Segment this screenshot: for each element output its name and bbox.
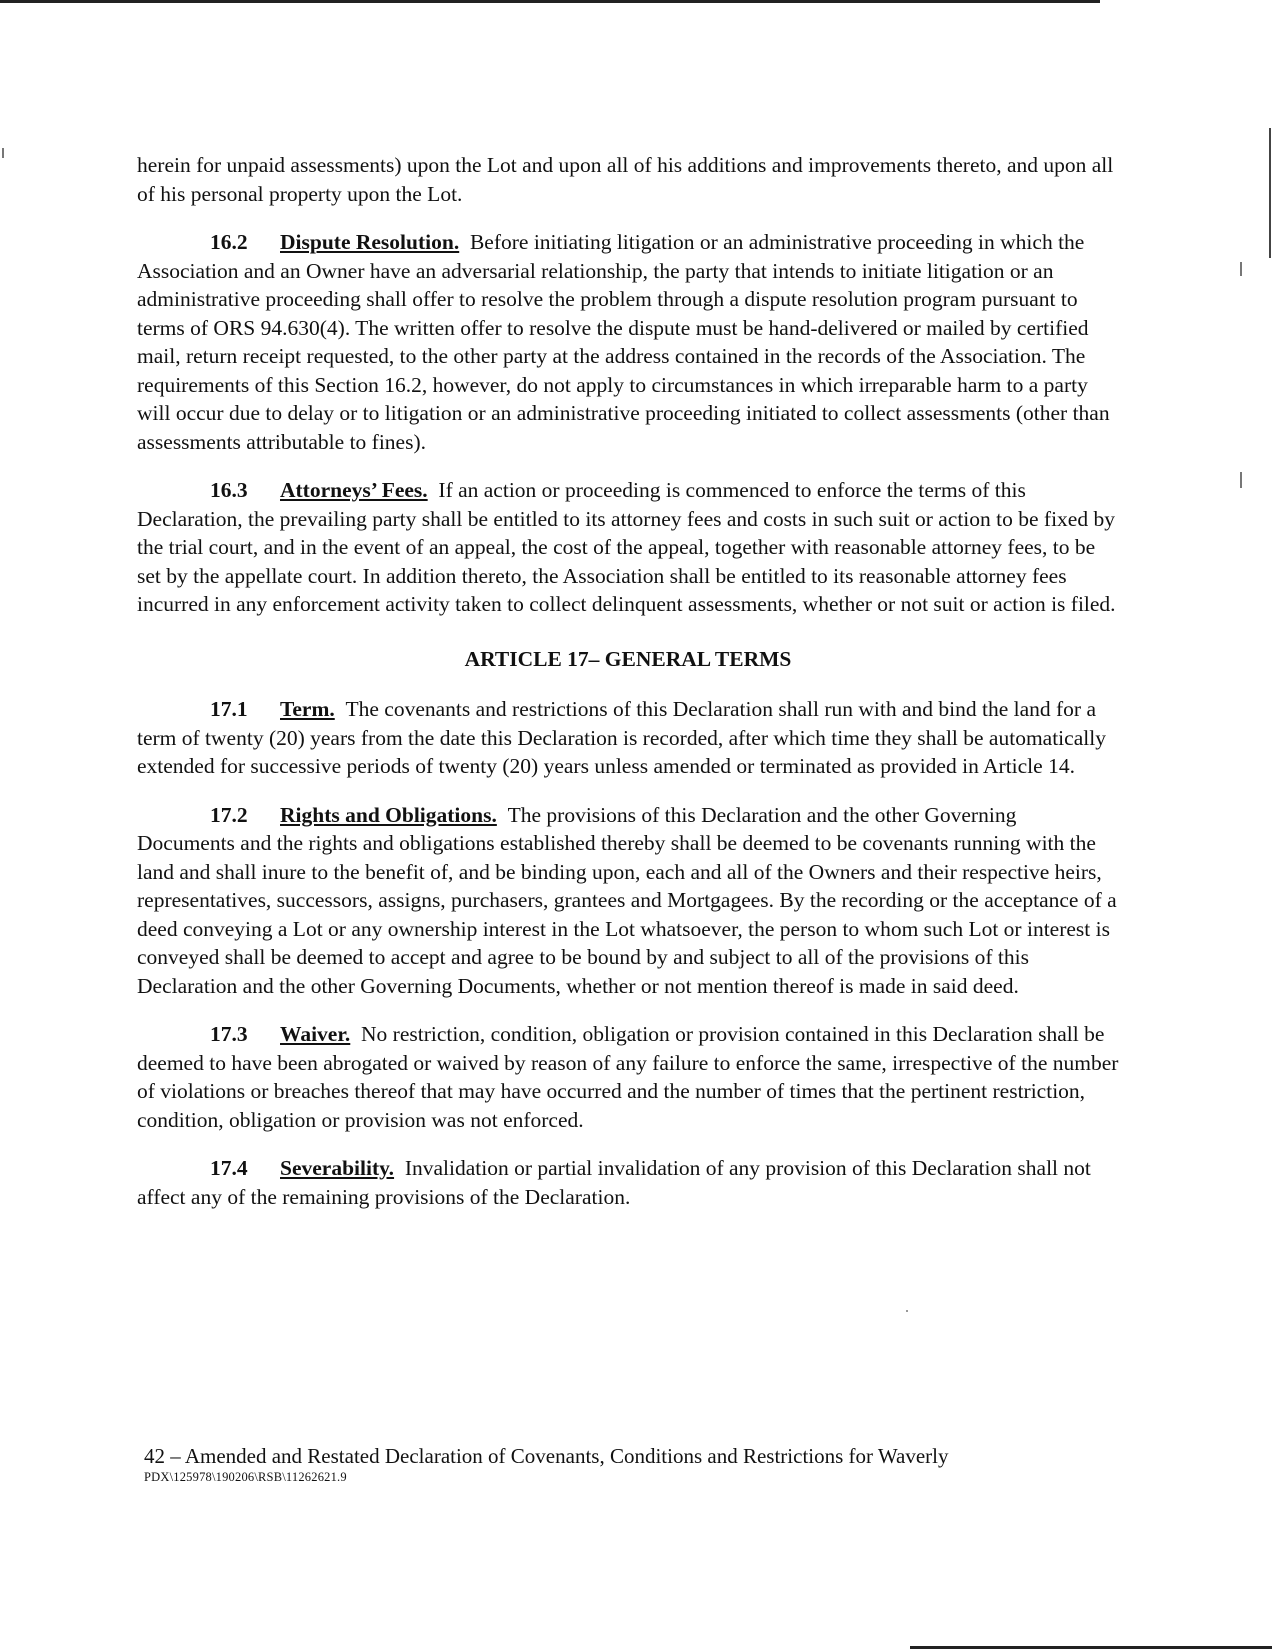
section-heading: Dispute Resolution. [280, 230, 460, 254]
section-body: The covenants and restrictions of this Declaration shall run with and bind the land for a term of twenty (20) years from the date this Declaration is recorded, after which time they shall be automatically extended for successive periods of twenty (20) years unless amended or terminated as provided in Article 14. [137, 697, 1106, 778]
intro-paragraph: herein for unpaid assessments) upon the Lot and upon all of his additions and improvements thereto, and upon all of his personal property upon the Lot. [137, 153, 1114, 206]
section-body: Before initiating litigation or an administrative proceeding in which the Association and an Owner have an adversarial relationship, the party that intends to initiate litigation or an administrative proceeding shall offer to resolve the problem through a dispute resolution program pursuant to terms of ORS 94.630(4). The written offer to resolve the dispute must be hand-delivered or mailed by certified mail, return receipt requested, to the other party at the address contained in the records of the Association. The requirements of this Section 16.2, however, do not apply to circumstances in which irreparable harm to a party will occur due to delay or to litigation or an administrative proceeding initiated to collect assessments (other than assessments attributable to fines). [137, 230, 1110, 454]
section-17-1 [137, 695, 1119, 781]
section-17-3 [137, 1020, 1119, 1134]
section-number: 17.3 [210, 1022, 248, 1046]
section-heading: Rights and Obligations. [280, 802, 497, 827]
scan-mark [2, 148, 4, 158]
scan-edge-right [1269, 128, 1271, 258]
section-heading: Term. [280, 697, 335, 721]
section-number: 16.3 [210, 478, 248, 502]
section-17-4 [137, 1154, 1119, 1211]
scan-mark [1240, 262, 1242, 276]
section-body: Invalidation or partial invalidation of any provision of this Declaration shall not affect any of the remaining provisions of the Declaration. [137, 1156, 1091, 1209]
document-page [137, 151, 1119, 1231]
section-body: If an action or proceeding is commenced to enforce the terms of this Declaration, the prevailing party shall be entitled to its attorney fees and costs in such suit or action to be fixed by the trial court, and in the event of an appeal, the cost of the appeal, together with reasonable attorney fees, to be set by the appellate court. In addition thereto, the Association shall be entitled to its reasonable attorney fees incurred in any enforcement activity taken to collect delinquent assessments, whether or not suit or action is filed. [137, 478, 1116, 616]
article-title: ARTICLE 17– GENERAL TERMS [464, 646, 792, 671]
section-number: 17.4 [210, 1156, 248, 1180]
section-number: 17.2 [210, 802, 248, 827]
scan-edge-top [0, 0, 1100, 3]
scan-mark [1240, 472, 1242, 488]
footer-page-line: 42 – Amended and Restated Declaration of Covenants, Conditions and Restrictions for Waverly [144, 1444, 949, 1468]
section-heading: Waiver. [280, 1022, 351, 1046]
section-number: 17.1 [210, 697, 248, 721]
section-16-2 [137, 228, 1119, 456]
scan-speck [906, 1310, 908, 1312]
section-number: 16.2 [210, 230, 248, 254]
section-heading: Severability. [280, 1156, 395, 1180]
section-body: No restriction, condition, obligation or provision contained in this Declaration shall be deemed to have been abrogated or waived by reason of any failure to enforce the same, irrespective of the number of violations or breaches thereof that may have occurred and the number of times that the pertinent restriction, condition, obligation or provision was not enforced. [137, 1022, 1119, 1132]
footer-document-id: PDX\125978\190206\RSB\11262621.9 [144, 1470, 347, 1484]
section-heading: Attorneys’ Fees. [280, 478, 428, 502]
section-body: The provisions of this Declaration and the other Governing Documents and the rights and obligations established thereby shall be deemed to be covenants running with the land and shall inure to the benefit of, and be binding upon, each and all of the Owners and their respective heirs, representatives, successors, assigns, purchasers, grantees and Mortgagees. By the recording or the acceptance of a deed conveying a Lot or any ownership interest in the Lot whatsoever, the person to whom such Lot or interest is conveyed shall be deemed to accept and agree to be bound by and subject to all of the provisions of this Declaration and the other Governing Documents, whether or not mention thereof is made in said deed. [137, 802, 1117, 998]
section-17-2 [137, 801, 1119, 1001]
section-16-3 [137, 476, 1119, 619]
page-footer [144, 1443, 1134, 1485]
